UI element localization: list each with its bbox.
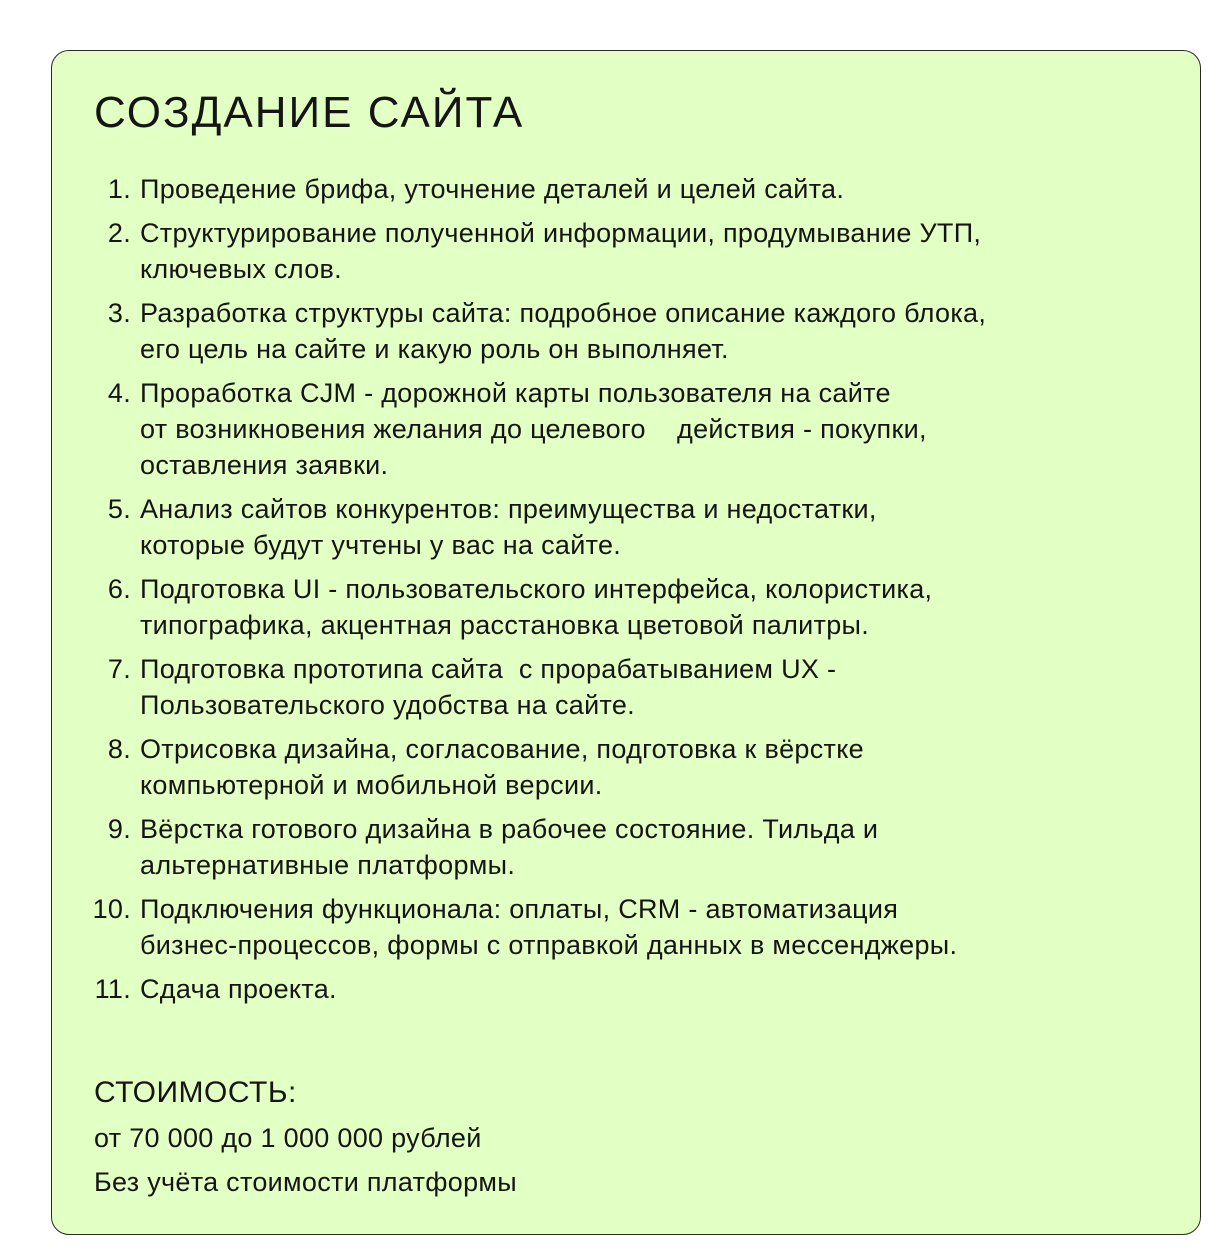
step-text — [140, 171, 986, 207]
step-text — [140, 731, 986, 803]
step-text — [140, 891, 986, 963]
step-text-line: Подготовка прототипа сайта с прорабатыванием UX - — [140, 654, 837, 684]
step-text — [140, 811, 986, 883]
step-text-line: его цель на сайте и какую роль он выполняет. — [140, 334, 729, 364]
list-item — [52, 375, 986, 483]
step-text-line: Вёрстка готового дизайна в рабочее состояние. Тильда и — [140, 814, 879, 844]
step-text-line: Подготовка UI - пользовательского интерфейса, колористика, — [140, 574, 933, 604]
step-number: 6. — [107, 574, 131, 604]
step-text-line: ключевых слов. — [140, 254, 342, 284]
step-text — [140, 491, 986, 563]
step-number: 3. — [107, 298, 131, 328]
list-item — [52, 651, 986, 723]
step-number: 10. — [92, 894, 131, 924]
page-title: СОЗДАНИЕ САЙТА — [94, 88, 525, 137]
list-item — [52, 971, 986, 1007]
step-number: 5. — [107, 494, 131, 524]
step-number: 1. — [107, 174, 131, 204]
step-number: 4. — [107, 378, 131, 408]
step-text — [140, 651, 986, 723]
step-text-line: Пользовательского удобства на сайте. — [140, 690, 635, 720]
step-text-line: Структурирование полученной информации, продумывание УТП, — [140, 218, 982, 248]
list-item — [52, 891, 986, 963]
step-number: 9. — [107, 814, 131, 844]
step-text-line: компьютерной и мобильной версии. — [140, 770, 603, 800]
step-text — [140, 971, 986, 1007]
step-text-line: Сдача проекта. — [140, 974, 337, 1004]
step-text-line: альтернативные платформы. — [140, 850, 516, 880]
step-text-line: Проработка CJM - дорожной карты пользователя на сайте — [140, 378, 891, 408]
step-text-line: типографика, акцентная расстановка цветовой палитры. — [140, 610, 870, 640]
step-text — [140, 215, 986, 287]
step-text — [140, 295, 986, 367]
step-text-line: от возникновения желания до целевого действия - покупки, — [140, 414, 927, 444]
steps-list — [52, 171, 986, 1015]
list-item — [52, 491, 986, 563]
service-card — [51, 50, 1201, 1235]
step-text-line: Подключения функционала: оплаты, CRM - автоматизация — [140, 894, 899, 924]
list-item — [52, 811, 986, 883]
step-text-line: которые будут учтены у вас на сайте. — [140, 530, 622, 560]
list-item — [52, 171, 986, 207]
list-item — [52, 215, 986, 287]
step-number: 8. — [107, 734, 131, 764]
price-note: Без учёта стоимости платформы — [94, 1167, 517, 1197]
step-text-line: бизнес-процессов, формы с отправкой данных в мессенджеры. — [140, 930, 958, 960]
step-text-line: Анализ сайтов конкурентов: преимущества и недостатки, — [140, 494, 877, 524]
price-range: от 70 000 до 1 000 000 рублей — [94, 1123, 482, 1153]
step-text-line: Разработка структуры сайта: подробное описание каждого блока, — [140, 298, 987, 328]
step-number: 2. — [107, 218, 131, 248]
step-text — [140, 375, 986, 483]
step-number: 11. — [94, 974, 131, 1004]
price-heading: СТОИМОСТЬ: — [94, 1076, 297, 1109]
list-item — [52, 295, 986, 367]
list-item — [52, 571, 986, 643]
step-text-line: оставления заявки. — [140, 450, 389, 480]
step-text-line: Отрисовка дизайна, согласование, подготовка к вёрстке — [140, 734, 864, 764]
step-text-line: Проведение брифа, уточнение деталей и целей сайта. — [140, 174, 845, 204]
step-text — [140, 571, 986, 643]
list-item — [52, 731, 986, 803]
step-number: 7. — [107, 654, 131, 684]
